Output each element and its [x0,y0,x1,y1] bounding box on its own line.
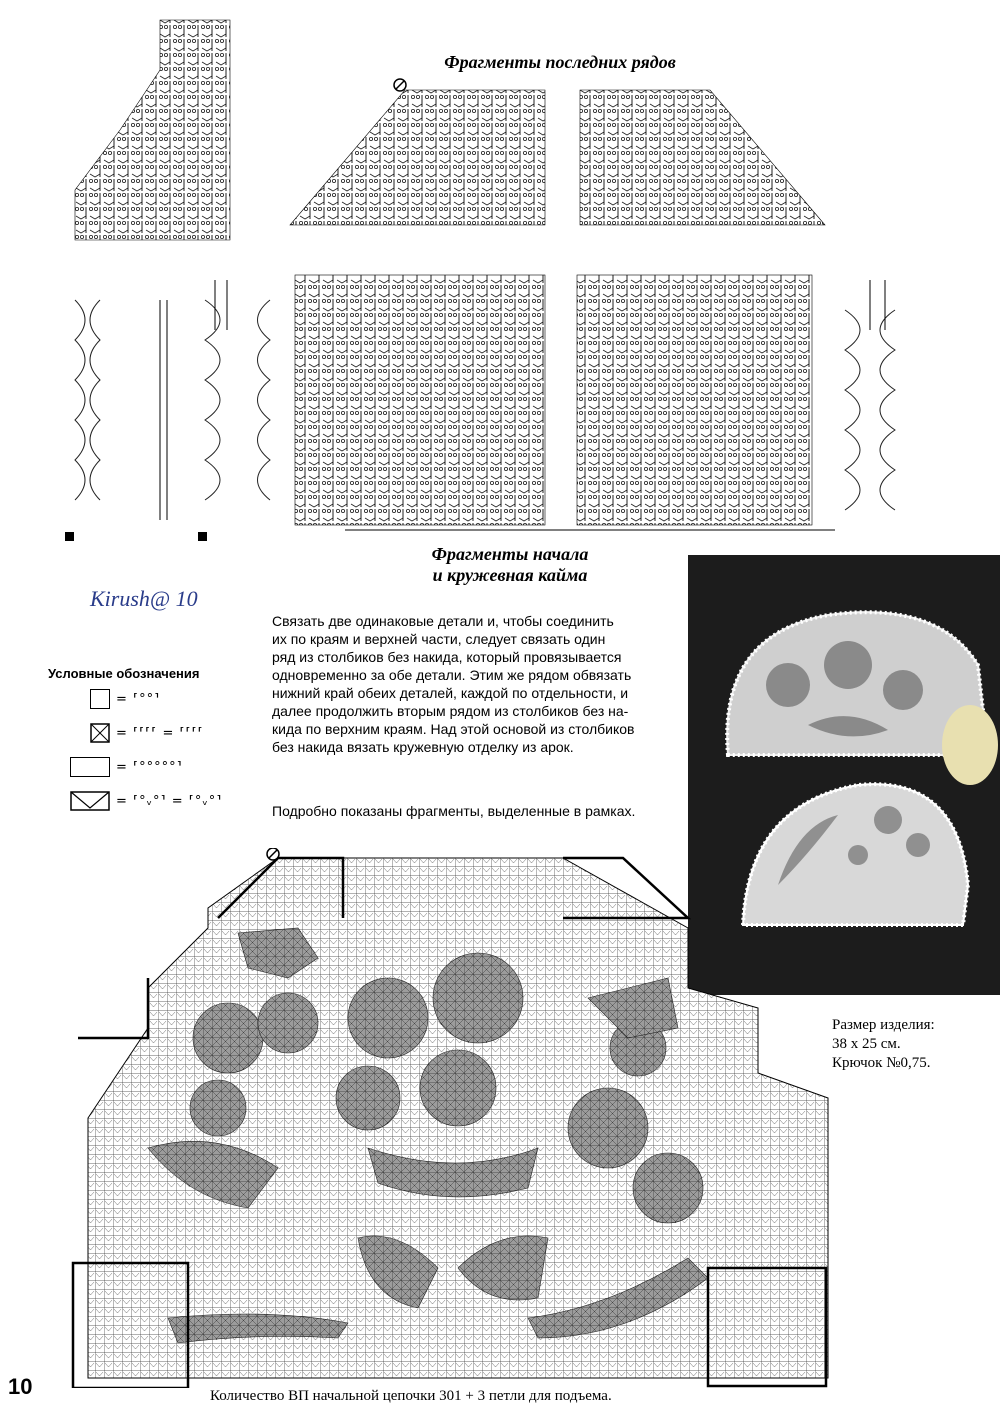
main-filet-chart [68,848,838,1388]
heading-start-line1: Фрагменты начала [431,544,589,564]
legend-item-symbol: = ⸢⸢⸢⸢ = ⸢⸢⸢⸢ [116,725,204,741]
legend-item-symbol: = ⸢°°⸣ [116,691,161,707]
instructions-line: одновременно за обе детали. Этим же рядом обвязать [272,667,632,683]
last-rows-fragments [60,10,840,250]
heading-last-rows: Фрагменты последних рядов [444,52,676,72]
legend [48,666,258,813]
page-number: 10 [8,1374,33,1399]
size-dimensions: 38 х 25 см. [832,1036,901,1052]
size-info [832,1016,935,1073]
heading-start-line2: и кружевная кайма [432,565,588,585]
size-label: Размер изделия: [832,1017,935,1033]
instructions-text [272,612,672,756]
legend-item-wide-cell [70,755,258,779]
instructions-line: Связать две одинаковые детали и, чтобы соединить [272,613,614,629]
instructions-line: без накида вязать кружевную отделку из арок. [272,739,574,755]
arch-cell-symbol-icon [70,791,110,811]
hook-size: Крючок №0,75. [832,1055,931,1071]
legend-title: Условные обозначения [48,666,200,681]
filled-cell-symbol-icon [90,723,110,743]
heading-start-and-edge [380,544,640,586]
start-fragments [55,270,925,550]
watermark-text: Kirush@ 10 [90,586,198,611]
empty-cell-symbol-icon [90,689,110,709]
instructions-line: их по краям и верхней части, следует связать один [272,631,606,647]
legend-item-arch-cell [70,789,258,813]
instructions-line: кида по верхним краям. Над этой основой из столбиков [272,721,635,737]
wide-cell-symbol-icon [70,757,110,777]
legend-item-symbol: = ⸢°°°°°⸣ [116,759,183,775]
legend-item-empty-cell [90,687,258,711]
detail-note: Подробно показаны фрагменты, выделенные в рамках. [272,803,636,819]
chain-count-note: Количество ВП начальной цепочки 301 + 3 петли для подъема. [210,1388,612,1404]
legend-item-filled-cell [90,721,258,745]
legend-item-symbol: = ⸢°ᵥ°⸣ = ⸢°ᵥ°⸣ [116,793,223,809]
instructions-line: нижний край обеих деталей, каждой по отдельности, и [272,685,629,701]
instructions-line: ряд из столбиков без накида, который провязывается [272,649,622,665]
instructions-line: далее продолжить вторым рядом из столбиков без на- [272,703,629,719]
